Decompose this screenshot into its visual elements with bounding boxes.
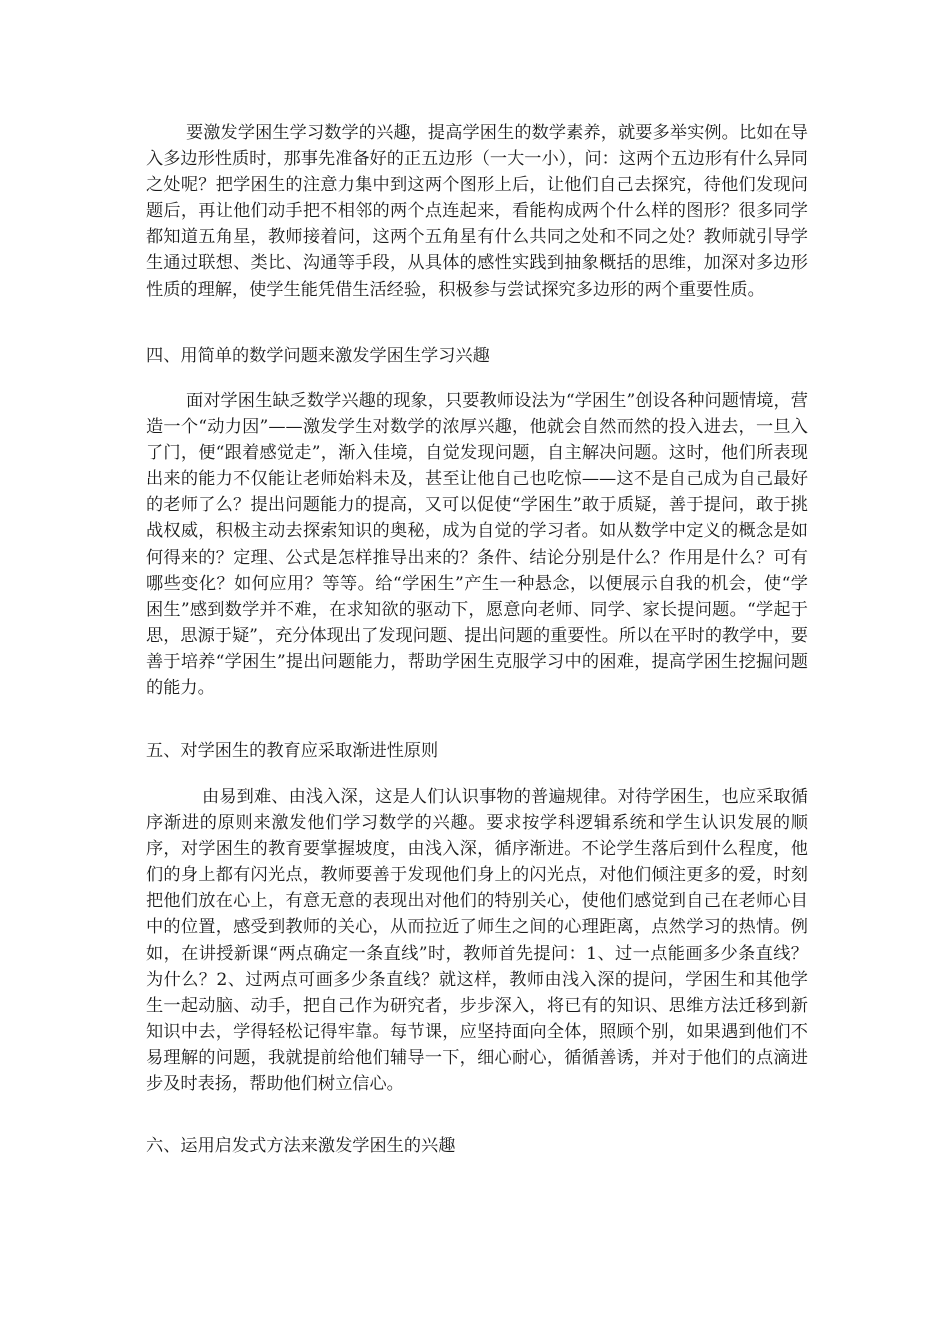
body-paragraph-simple-problems: 面对学困生缺乏数学兴趣的现象，只要教师设法为“学困生”创设各种问题情境，营造一个“动力因”——激发学生对数学的浓厚兴趣，他就会自然而然的投入进去，一旦入了门，便“跟着感觉走”，渐入佳境，自觉发现问题，自主解决问题。这时，他们所表现出来的能力不仅能让老师始料未及，甚至让他自己也吃惊——这不是自己成为自己最好的老师了么？提出问题能力的提高，又可以促使“学困生”敢于质疑，善于提问，敢于挑战权威，积极主动去探索知识的奥秘，成为自觉的学习者。如从数学中定义的概念是如何得来的？定理、公式是怎样推导出来的？条件、结论分别是什么？作用是什么？可有哪些变化？如何应用？等等。给“学困生”产生一种悬念，以便展示自我的机会，使“学困生”感到数学并不难，在求知欲的驱动下，愿意向老师、同学、家长提问题。“学起于思，思源于疑”，充分体现出了发现问题、提出问题的重要性。所以在平时的教学中，要善于培养“学困生”提出问题能力，帮助学困生克服学习中的困难，提高学困生挖掘问题的能力。 xyxy=(146,391,808,699)
section-heading-6: 六、运用启发式方法来激发学困生的兴趣 xyxy=(146,1136,456,1156)
section-heading-4: 四、用简单的数学问题来激发学困生学习兴趣 xyxy=(146,346,490,366)
section-heading-5: 五、对学困生的教育应采取渐进性原则 xyxy=(146,741,439,761)
body-paragraph-polygon-example: 要激发学困生学习数学的兴趣，提高学困生的数学素养，就要多举实例。比如在导入多边形性质时，那事先准备好的正五边形（一大一小），问：这两个五边形有什么异同之处呢？把学困生的注意力集中到这两个图形上后，让他们自己去探究，待他们发现问题后，再让他们动手把不相邻的两个点连起来，看能构成两个什么样的图形？很多同学都知道五角星，教师接着问，这两个五角星有什么共同之处和不同之处？教师就引导学生通过联想、类比、沟通等手段，从具体的感性实践到抽象概括的思维，加深对多边形性质的理解，使学生能凭借生活经验，积极参与尝试探究多边形的两个重要性质。 xyxy=(146,123,808,300)
body-paragraph-gradual-principle: 由易到难、由浅入深，这是人们认识事物的普遍规律。对待学困生，也应采取循序渐进的原则来激发他们学习数学的兴趣。要求按学科逻辑系统和学生认识发展的顺序，对学困生的教育要掌握坡度，由浅入深，循序渐进。不论学生落后到什么程度，他们的身上都有闪光点，教师要善于发现他们身上的闪光点，对他们倾注更多的爱，时刻把他们放在心上，有意无意的表现出对他们的特别关心，使他们感觉到自己在老师心目中的位置，感受到教师的关心，从而拉近了师生之间的心理距离，点然学习的热情。例如，在讲授新课“两点确定一条直线”时，教师首先提问：1、过一点能画多少条直线？为什么？2、过两点可画多少条直线？就这样，教师由浅入深的提问，学困生和其他学生一起动脑、动手，把自己作为研究者，步步深入，将已有的知识、思维方法迁移到新知识中去，学得轻松记得牢靠。每节课，应坚持面向全体，照顾个别，如果遇到他们不易理解的问题，我就提前给他们辅导一下，细心耐心，循循善诱，并对于他们的点滴进步及时表扬，帮助他们树立信心。 xyxy=(146,787,808,1095)
